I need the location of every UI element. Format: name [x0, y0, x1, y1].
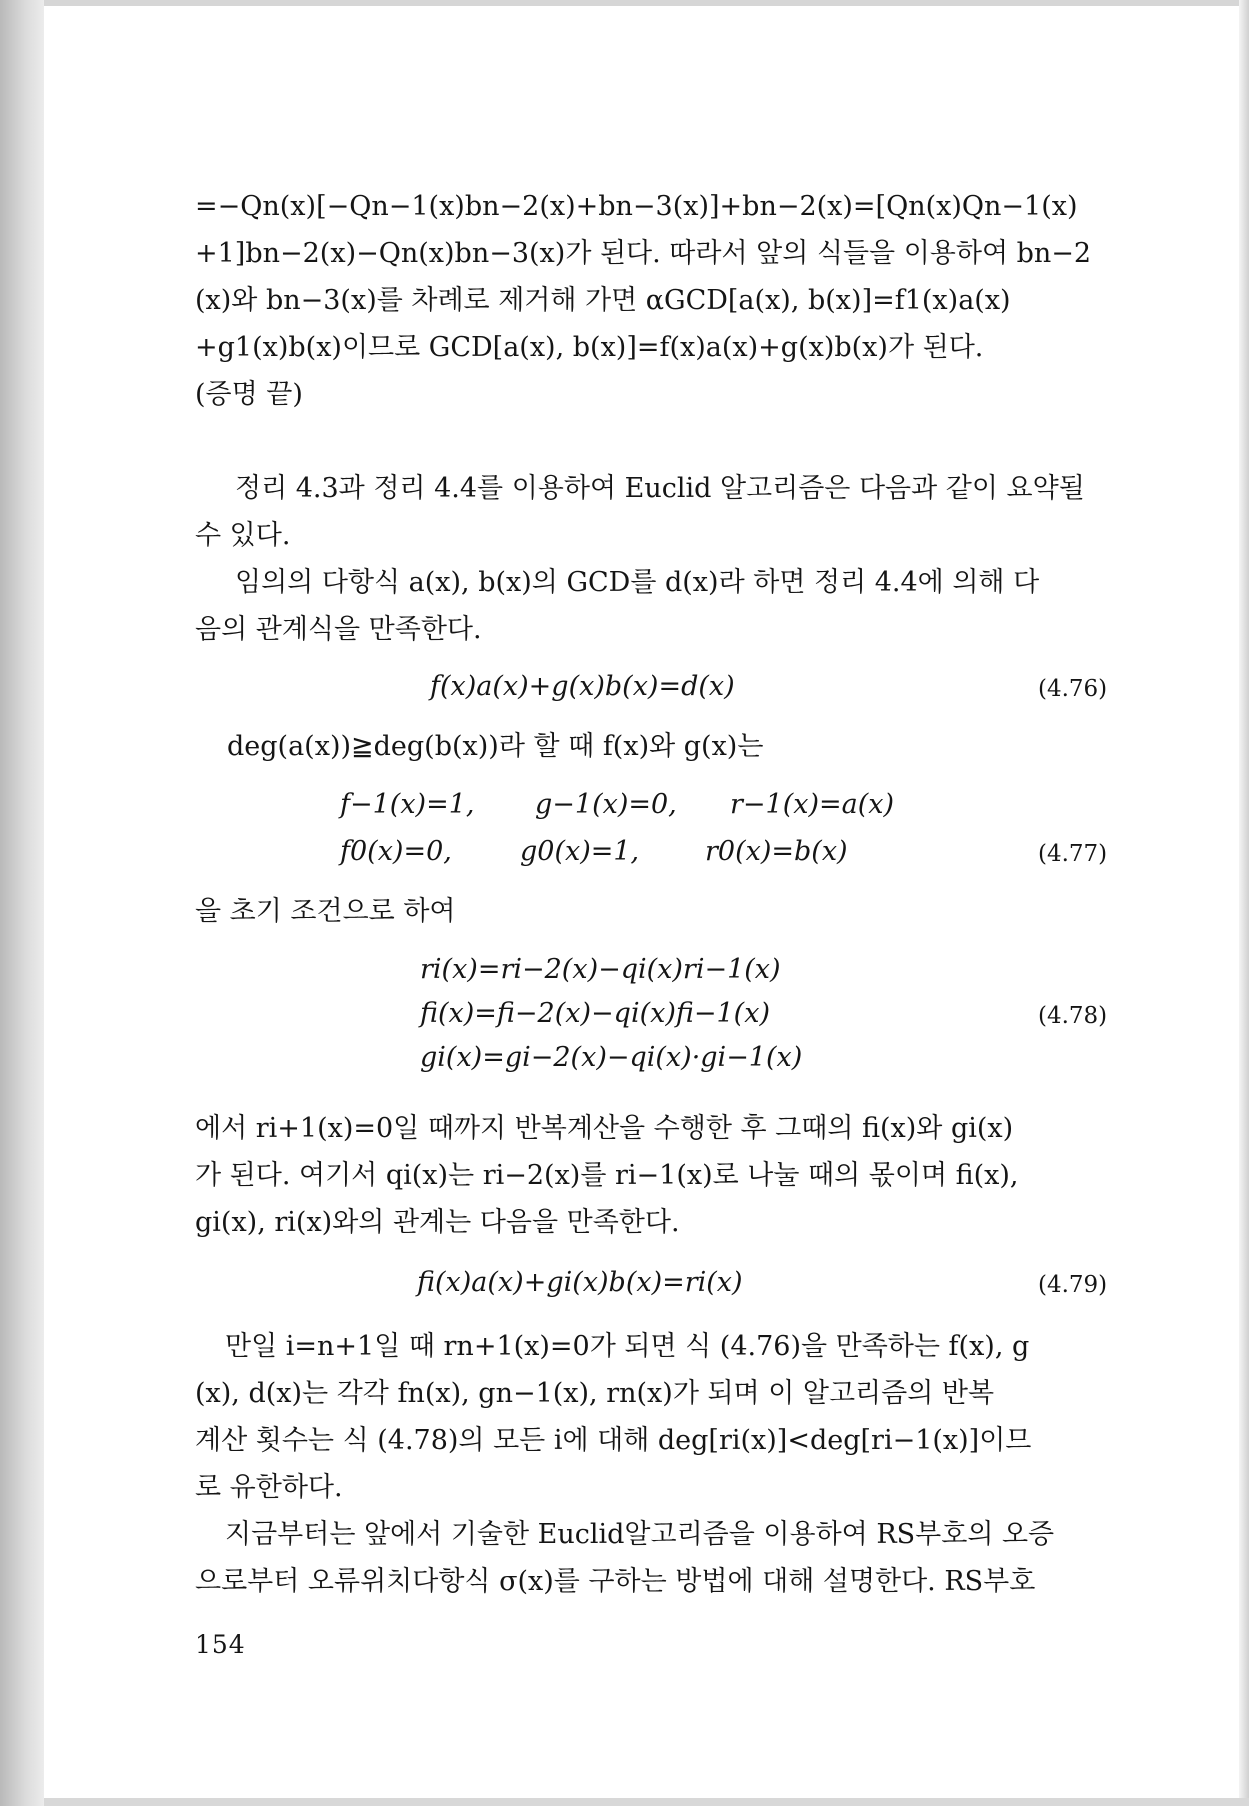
init-g-0: g0(x)=1,: [520, 836, 640, 867]
recurrence-g: gi(x)=gi−2(x)−qi(x)·gi−1(x): [420, 1042, 803, 1073]
init-f-0: f0(x)=0,: [340, 836, 452, 867]
final-line-5: 지금부터는 앞에서 기술한 Euclid알고리즘을 이용하여 RS부호의 오증: [225, 1519, 1055, 1550]
proof-end: (증명 끝): [195, 379, 303, 410]
equation-number-4-78: (4.78): [1038, 1003, 1108, 1029]
book-spine-shadow: [0, 0, 44, 1806]
equation-4-76: f(x)a(x)+g(x)b(x)=d(x): [430, 671, 735, 702]
page-bottom-edge: [44, 1798, 1249, 1806]
init-r-minus1: r−1(x)=a(x): [730, 789, 895, 820]
recurrence-r: ri(x)=ri−2(x)−qi(x)ri−1(x): [420, 954, 781, 985]
intro-line-4: 음의 관계식을 만족한다.: [195, 614, 482, 645]
intro-line-1: 정리 4.3과 정리 4.4를 이용하여 Euclid 알고리즘은 다음과 같이 요약될: [235, 473, 1085, 504]
equation-number-4-76: (4.76): [1038, 676, 1108, 702]
page-right-edge: [1239, 0, 1249, 1806]
init-caption: 을 초기 조건으로 하여: [195, 896, 456, 927]
proof-line-2: +1]bn−2(x)−Qn(x)bn−3(x)가 된다. 따라서 앞의 식들을 이용하여 bn−2: [195, 238, 1092, 269]
recurrence-f: fi(x)=fi−2(x)−qi(x)fi−1(x): [420, 998, 770, 1029]
final-line-6: 으로부터 오류위치다항식 σ(x)를 구하는 방법에 대해 설명한다. RS부호: [195, 1566, 1036, 1597]
init-f-minus1: f−1(x)=1,: [340, 789, 475, 820]
init-r-0: r0(x)=b(x): [705, 836, 848, 867]
page-number: 154: [195, 1630, 246, 1659]
init-g-minus1: g−1(x)=0,: [535, 789, 677, 820]
repeat-line-3: gi(x), ri(x)와의 관계는 다음을 만족한다.: [195, 1207, 680, 1238]
repeat-line-1: 에서 ri+1(x)=0일 때까지 반복계산을 수행한 후 그때의 fi(x)와 gi(x): [195, 1113, 1014, 1144]
deg-condition-line: deg(a(x))≧deg(b(x))라 할 때 f(x)와 g(x)는: [227, 731, 764, 762]
proof-line-4: +g1(x)b(x)이므로 GCD[a(x), b(x)]=f(x)a(x)+g(x)b(x)가 된다.: [195, 332, 984, 363]
repeat-line-2: 가 된다. 여기서 qi(x)는 ri−2(x)를 ri−1(x)로 나눌 때의 몫이며 fi(x),: [195, 1160, 1019, 1191]
final-line-2: (x), d(x)는 각각 fn(x), gn−1(x), rn(x)가 되며 이 알고리즘의 반복: [195, 1378, 995, 1409]
final-line-1: 만일 i=n+1일 때 rn+1(x)=0가 되면 식 (4.76)을 만족하는 f(x), g: [225, 1331, 1030, 1362]
proof-line-1: =−Qn(x)[−Qn−1(x)bn−2(x)+bn−3(x)]+bn−2(x)=[Qn(x)Qn−1(x): [195, 191, 1078, 222]
final-line-3: 계산 횟수는 식 (4.78)의 모든 i에 대해 deg[ri(x)]<deg[ri−1(x)]이므: [195, 1425, 1032, 1456]
intro-line-3: 임의의 다항식 a(x), b(x)의 GCD를 d(x)라 하면 정리 4.4에 의해 다: [235, 567, 1040, 598]
page-top-edge: [44, 0, 1249, 6]
equation-4-79: fi(x)a(x)+gi(x)b(x)=ri(x): [417, 1267, 743, 1298]
equation-number-4-77: (4.77): [1038, 841, 1108, 867]
equation-number-4-79: (4.79): [1038, 1272, 1108, 1298]
final-line-4: 로 유한하다.: [195, 1472, 343, 1503]
intro-line-2: 수 있다.: [195, 520, 291, 551]
proof-line-3: (x)와 bn−3(x)를 차례로 제거해 가면 αGCD[a(x), b(x)]=f1(x)a(x): [195, 285, 1011, 316]
